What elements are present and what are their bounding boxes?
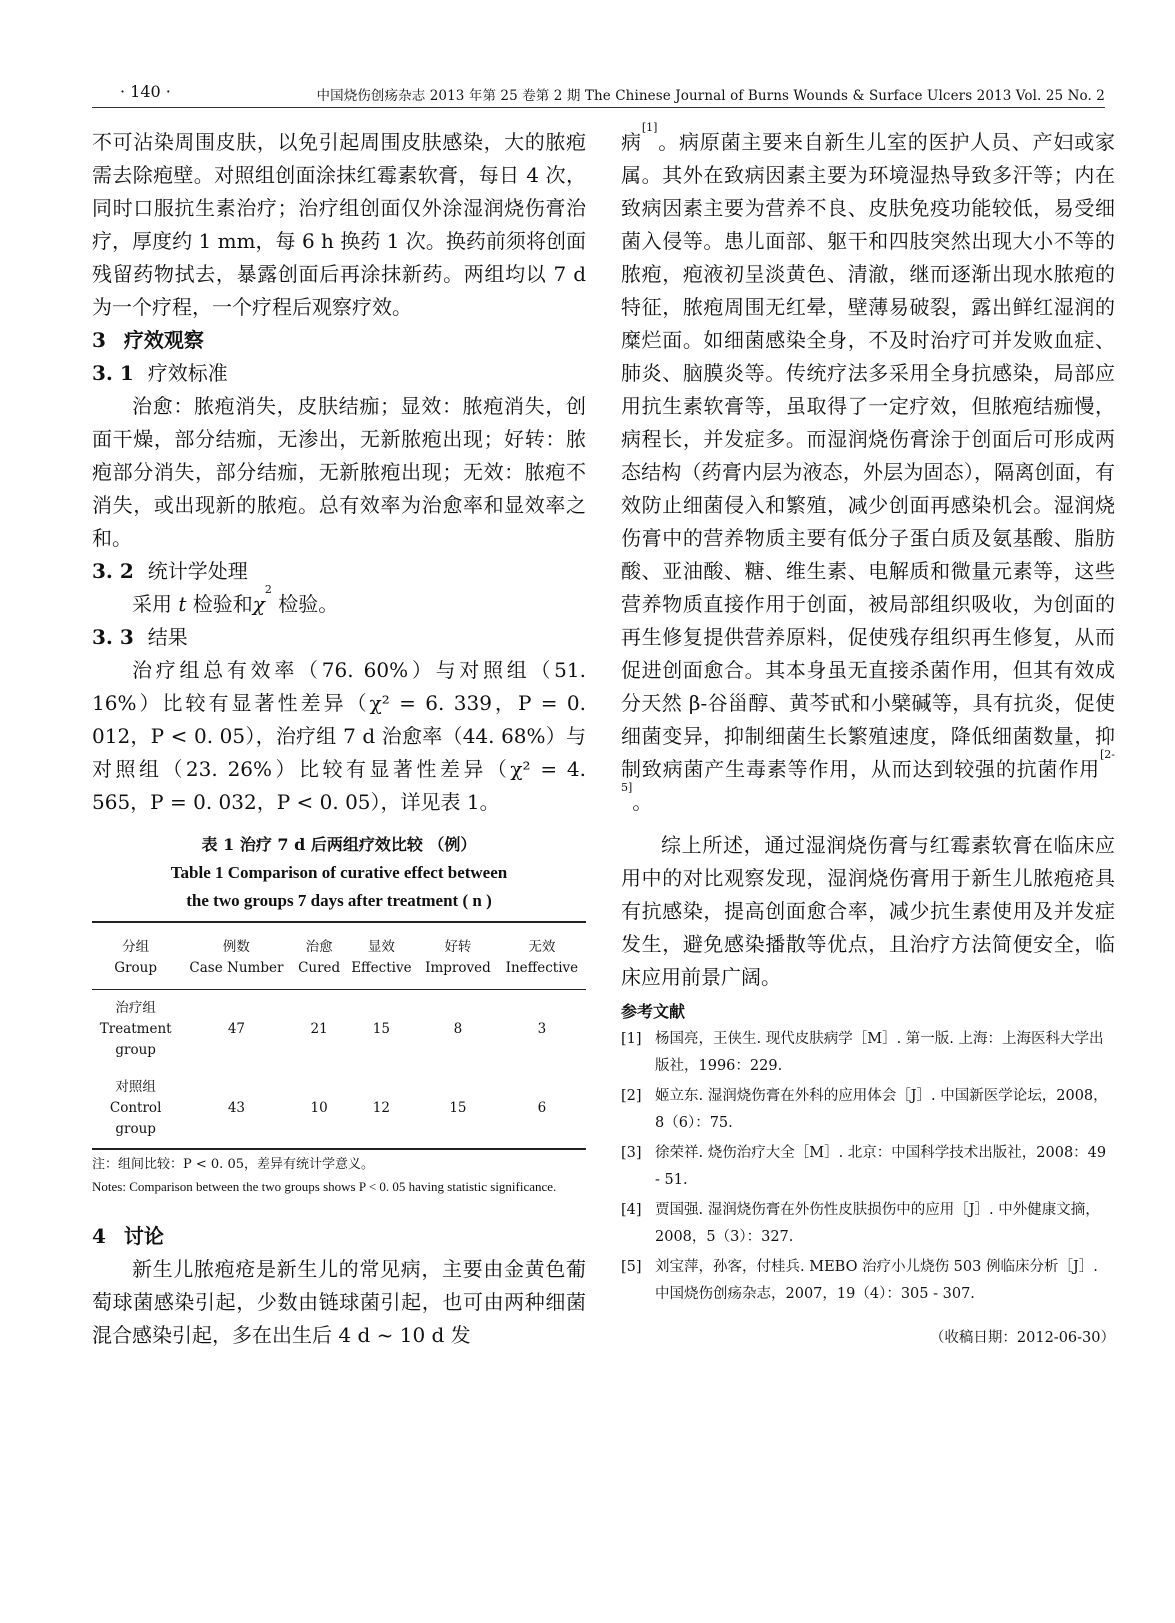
table-header-cell [294,922,345,990]
reference-number: [1] [621,1031,642,1047]
table-caption-en-line1: Table 1 Comparison of curative effect between [170,863,508,882]
header-en: Effective [351,960,412,976]
subsection-3-3-heading [92,621,586,654]
subsection-title: 疗效标准 [147,361,228,385]
table-note-cn: 注：组间比较：P < 0. 05，差异有统计学意义。 [92,1157,374,1172]
text-fragment: 。病原菌主要来自新生儿室的医护人员、产妇或家属。其外在致病因素主要为环境湿热导致多汗等；内在致病因素主要为营养不良、皮肤免疫功能较低，易受细菌入侵等。患儿面部、躯干和四肢突然出现大小不等的脓疱，疱液初呈淡黄色、清澈，继而逐渐出现水脓疱的特征，脓疱周围无红晕，壁薄易破裂，露出鲜红湿润的糜烂面。如细菌感染全身，不及时治疗可并发败血症、肺炎、脑膜炎等。传统疗法多采用全身抗感染，局部应用抗生素软膏等，虽取得了一定疗效，但脓疱结痂慢，病程长，并发症多。而湿润烧伤膏涂于创面后可形成两态结构（药膏内层为液态，外层为固态），隔离创面，有效防止细菌侵入和繁殖，减少创面再感染机会。湿润烧伤膏中的营养物质主要有低分子蛋白质及氨基酸、脂肪酸、亚油酸、糖、维生素、电解质和微量元素等，这些营养物质直接作用于创面，被局部组织吸收，为创面的再生修复提供营养原料，促使残存组织再生修复，从而促进创面愈合。其本身虽无直接杀菌作用，但其有效成分天然 β-谷甾醇、黄芩甙和小檗碱等，具有抗炎，促使细菌变异，抑制细菌生长繁殖速度，降低细菌数量，抑制致病菌产生毒素等作用，从而达到较强的抗菌作用 [621,130,1116,781]
table-caption-en-line2: the two groups 7 days after treatment ( n ) [186,891,492,910]
header-en: Group [114,960,157,976]
t-symbol: t [178,592,187,616]
table-cell: 43 [179,1069,293,1149]
text-fragment: 检验和 [192,592,253,616]
text-fragment: 检验。 [278,592,339,616]
received-date: （收稿日期：2012-06-30） [929,1330,1115,1346]
subsection-number: 3. 3 [92,625,134,649]
header-cn: 分组 [122,939,150,955]
table-cell: 15 [372,1021,390,1037]
header-cn: 好转 [444,939,472,955]
reference-item [621,1254,1115,1308]
section-number: 3 [92,328,106,352]
text-fragment: 。 [632,790,653,814]
group-en: Control [109,1100,162,1116]
table-cell: 8 [453,1021,463,1037]
reference-item [621,1083,1115,1137]
section-title: 疗效观察 [123,328,204,352]
references-heading: 参考文献 [621,1002,686,1021]
subsection-3-2-heading [92,555,586,588]
table-row [92,1069,586,1149]
table-notes [92,1154,586,1198]
section-number: 4 [92,1224,106,1248]
reference-item [621,1026,1115,1080]
group-en: group [115,1121,156,1137]
journal-running-title: 中国烧伤创疡杂志 2013 年第 25 卷第 2 期 The Chinese Journal of Burns Wounds & Surface Ulcers 2013 Vol. 25 No. 2 [316,88,1105,104]
header-en: Case Number [189,960,284,976]
reference-text: 刘宝萍，孙客，付桂兵. MEBO 治疗小儿烧伤 503 例临床分析［J］. 中国烧伤创疡杂志，2007，19（4）：305 - 307. [655,1259,1098,1302]
paragraph-results: 治疗组总有效率（76. 60%）与对照组（51. 16%）比较有显著性差异（χ² = 6. 339，P = 0. 012，P < 0. 05），治疗组 7 d 治愈率（44. 68%）与对照组（23. 26%）比较有显著性差异（χ² = 4. 565，P = 0. 032，P < 0. 05），详见表 1。 [92,658,586,814]
group-en: Treatment [99,1021,172,1037]
header-cn: 无效 [528,939,556,955]
header-en: Ineffective [505,960,579,976]
references-list [621,1026,1115,1308]
header-en: Improved [425,960,491,976]
table-cell: 3 [537,1021,547,1037]
running-header [88,82,1105,108]
reference-number: [4] [621,1202,642,1218]
paragraph-criteria: 治愈：脓疱消失，皮肤结痂；显效：脓疱消失，创面干燥，部分结痂，无渗出，无新脓疱出现；好转：脓疱部分消失，部分结痂，无新脓疱出现；无效：脓疱不消失，或出现新的脓疱。总有效率为治愈率和显效率之和。 [92,394,586,550]
table-note-en: Notes: Comparison between the two groups shows P < 0. 05 having statistic significance. [92,1179,557,1194]
reference-number: [3] [621,1145,642,1161]
results-table [92,921,586,1150]
table-cell: 6 [498,1069,586,1149]
table-header-cell [498,922,586,990]
table-cell: 12 [345,1069,418,1149]
table-header-cell [418,922,498,990]
table-cell: 21 [310,1021,328,1037]
header-cn: 治愈 [305,939,333,955]
paragraph-treatment-method: 不可沾染周围皮肤，以免引起周围皮肤感染，大的脓疱需去除疱壁。对照组创面涂抹红霉素软膏，每日 4 次，同时口服抗生素治疗；治疗组创面仅外涂湿润烧伤膏治疗，厚度约 1 mm，每 6 h 换药 1 次。换药前须将创面残留药物拭去，暴露创面后再涂抹新药。两组均以 7 d 为一个疗程，一个疗程后观察疗效。 [92,130,586,319]
table-header-cell [345,922,418,990]
section-title: 讨论 [123,1224,164,1248]
citation: [1] [641,121,658,134]
table-caption-cn: 表 1 治疗 7 d 后两组疗效比较 （例） [201,835,477,854]
section-3-heading [92,324,586,357]
citation: [2-5] [621,748,1115,794]
reference-item [621,1197,1115,1251]
paragraph-statistics [92,583,586,621]
reference-item [621,1140,1115,1194]
paragraph-discussion: 新生儿脓疱疮是新生儿的常见病，主要由金黄色葡萄球菌感染引起，少数由链球菌引起，也可由两种细菌混合感染引起，多在出生后 4 d ~ 10 d 发 [92,1257,586,1347]
group-cn: 对照组 [115,1079,156,1095]
group-cell [92,1069,179,1149]
header-cn: 显效 [367,939,395,955]
chi-symbol: χ [252,592,265,616]
table-header-cell [92,922,179,990]
subsection-number: 3. 2 [92,559,134,583]
reference-text: 杨国亮，王侠生. 现代皮肤病学［M］. 第一版. 上海：上海医科大学出版社，1996：229. [655,1031,1104,1074]
reference-text: 贾国强. 湿润烧伤膏在外伤性皮肤损伤中的应用［J］. 中外健康文摘，2008，5（3）：327. [655,1202,1100,1245]
table-cell: 15 [418,1069,498,1149]
table-cell: 47 [227,1021,246,1037]
header-cn: 例数 [222,939,250,955]
group-cn: 治疗组 [115,1000,156,1016]
table-header-cell [179,922,293,990]
table-caption [92,831,586,915]
subsection-3-1-heading [92,357,586,390]
table-cell: 10 [294,1069,345,1149]
reference-text: 姬立东. 湿润烧伤膏在外科的应用体会［J］. 中国新医学论坛，2008，8（6）：75. [655,1088,1108,1131]
reference-number: [2] [621,1088,642,1104]
right-column [621,121,1116,1347]
paragraph-conclusion: 综上所述，通过湿润烧伤膏与红霉素软膏在临床应用中的对比观察发现，湿润烧伤膏用于新生儿脓疱疮具有抗感染，提高创面愈合率，减少抗生素使用及并发症发生，避免感染播散等优点，且治疗方法简便安全，临床应用前景广阔。 [621,833,1115,989]
left-column [92,126,586,1352]
subsection-title: 结果 [147,625,188,649]
text-fragment: 病 [621,130,642,154]
header-en: Cured [298,960,341,976]
section-4-heading [92,1220,586,1253]
subsection-title: 统计学处理 [147,559,248,583]
text-fragment: 采用 [132,592,172,616]
subsection-number: 3. 1 [92,361,134,385]
paragraph-discussion-continued [621,121,1116,819]
group-cell [92,990,179,1070]
page-number: · 140 · [120,82,171,101]
superscript: 2 [264,583,272,596]
reference-text: 徐荣祥. 烧伤治疗大全［M］. 北京：中国科学技术出版社，2008：49 - 51. [655,1145,1107,1188]
group-en: group [115,1042,156,1058]
table-header-row [92,922,586,990]
table-row [92,990,586,1070]
header-rule [92,107,1105,108]
reference-number: [5] [621,1259,642,1275]
